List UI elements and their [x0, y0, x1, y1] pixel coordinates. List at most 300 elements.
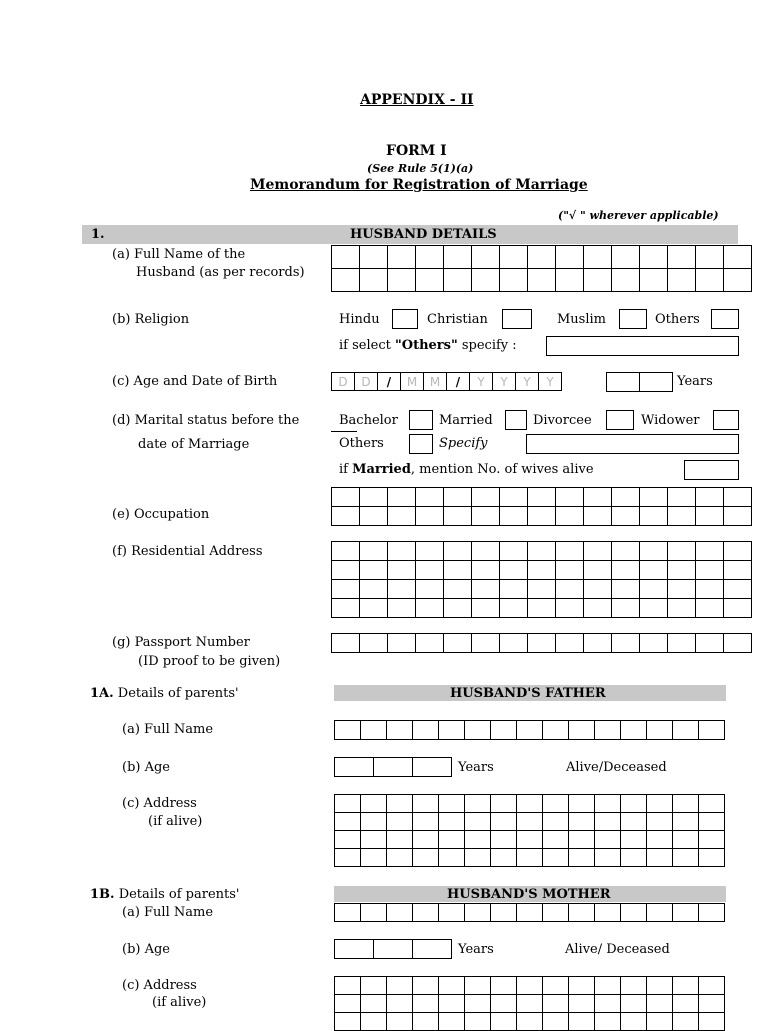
char-box[interactable] [569, 1013, 595, 1031]
char-box[interactable] [724, 580, 752, 599]
char-box[interactable] [696, 599, 724, 618]
char-box[interactable] [444, 488, 472, 507]
char-box[interactable] [673, 849, 699, 867]
char-box[interactable] [332, 599, 360, 618]
char-box[interactable] [361, 795, 387, 813]
char-box[interactable] [500, 599, 528, 618]
char-box[interactable] [361, 995, 387, 1013]
char-box[interactable] [595, 813, 621, 831]
char-box[interactable] [528, 246, 556, 269]
char-box[interactable] [472, 246, 500, 269]
char-box[interactable] [517, 995, 543, 1013]
char-box[interactable] [595, 1013, 621, 1031]
char-box[interactable] [584, 561, 612, 580]
char-box[interactable] [374, 758, 413, 777]
char-box[interactable] [584, 542, 612, 561]
char-box[interactable] [335, 758, 374, 777]
char-box[interactable] [724, 488, 752, 507]
char-box[interactable] [416, 542, 444, 561]
char-box[interactable] [491, 849, 517, 867]
char-box[interactable] [699, 831, 725, 849]
char-box[interactable] [491, 831, 517, 849]
dob-cell[interactable]: Y [539, 373, 562, 391]
char-box[interactable] [647, 795, 673, 813]
char-box[interactable] [388, 246, 416, 269]
char-box[interactable] [332, 269, 360, 292]
char-box[interactable] [569, 977, 595, 995]
char-box[interactable] [612, 246, 640, 269]
char-box[interactable] [543, 977, 569, 995]
char-box[interactable] [699, 721, 725, 740]
char-box[interactable] [387, 795, 413, 813]
char-box[interactable] [491, 795, 517, 813]
char-box[interactable] [388, 269, 416, 292]
char-box[interactable] [640, 542, 668, 561]
char-box[interactable] [607, 373, 640, 392]
char-box[interactable] [673, 904, 699, 922]
char-box[interactable] [543, 995, 569, 1013]
dob-grid[interactable] [331, 372, 562, 391]
char-box[interactable] [612, 488, 640, 507]
char-box[interactable] [668, 269, 696, 292]
char-box[interactable] [724, 507, 752, 526]
char-box[interactable] [491, 1013, 517, 1031]
char-box[interactable] [517, 831, 543, 849]
char-box[interactable] [465, 795, 491, 813]
char-box[interactable] [374, 940, 413, 959]
char-box[interactable] [416, 269, 444, 292]
religion-christian-checkbox[interactable] [502, 309, 532, 329]
char-box[interactable] [439, 795, 465, 813]
char-box[interactable] [416, 507, 444, 526]
char-box[interactable] [640, 507, 668, 526]
marital-others-checkbox[interactable] [409, 434, 433, 454]
char-box[interactable] [465, 849, 491, 867]
char-box[interactable] [413, 813, 439, 831]
char-box[interactable] [472, 542, 500, 561]
char-box[interactable] [387, 831, 413, 849]
char-box[interactable] [699, 849, 725, 867]
char-box[interactable] [543, 831, 569, 849]
char-box[interactable] [668, 599, 696, 618]
char-box[interactable] [335, 795, 361, 813]
char-box[interactable] [640, 246, 668, 269]
char-box[interactable] [465, 977, 491, 995]
char-box[interactable] [444, 269, 472, 292]
char-box[interactable] [621, 813, 647, 831]
char-box[interactable] [528, 561, 556, 580]
char-box[interactable] [332, 561, 360, 580]
char-box[interactable] [335, 721, 361, 740]
char-box[interactable] [595, 721, 621, 740]
religion-others-specify-field[interactable] [546, 336, 739, 356]
char-box[interactable] [332, 580, 360, 599]
char-box[interactable] [612, 507, 640, 526]
char-box[interactable] [647, 849, 673, 867]
char-box[interactable] [335, 831, 361, 849]
mother-address-grid[interactable] [334, 976, 725, 1031]
char-box[interactable] [439, 977, 465, 995]
char-box[interactable] [668, 488, 696, 507]
char-box[interactable] [360, 599, 388, 618]
char-box[interactable] [543, 813, 569, 831]
char-box[interactable] [388, 580, 416, 599]
wives-alive-field[interactable] [684, 460, 739, 480]
char-box[interactable] [724, 561, 752, 580]
char-box[interactable] [360, 542, 388, 561]
marital-specify-field[interactable] [526, 434, 739, 454]
char-box[interactable] [595, 995, 621, 1013]
char-box[interactable] [332, 246, 360, 269]
char-box[interactable] [500, 269, 528, 292]
marital-married-checkbox[interactable] [505, 410, 527, 430]
char-box[interactable] [647, 904, 673, 922]
char-box[interactable] [584, 488, 612, 507]
char-box[interactable] [647, 977, 673, 995]
char-box[interactable] [612, 599, 640, 618]
char-box[interactable] [543, 904, 569, 922]
char-box[interactable] [556, 561, 584, 580]
char-box[interactable] [500, 580, 528, 599]
char-box[interactable] [465, 1013, 491, 1031]
char-box[interactable] [361, 977, 387, 995]
char-box[interactable] [491, 904, 517, 922]
char-box[interactable] [472, 634, 500, 653]
char-box[interactable] [332, 634, 360, 653]
char-box[interactable] [673, 795, 699, 813]
char-box[interactable] [556, 634, 584, 653]
father-name-grid[interactable] [334, 720, 725, 740]
char-box[interactable] [556, 599, 584, 618]
char-box[interactable] [416, 561, 444, 580]
char-box[interactable] [439, 831, 465, 849]
char-box[interactable] [465, 904, 491, 922]
char-box[interactable] [416, 488, 444, 507]
char-box[interactable] [361, 813, 387, 831]
char-box[interactable] [332, 542, 360, 561]
char-box[interactable] [699, 995, 725, 1013]
char-box[interactable] [584, 246, 612, 269]
char-box[interactable] [556, 542, 584, 561]
char-box[interactable] [387, 995, 413, 1013]
char-box[interactable] [724, 246, 752, 269]
char-box[interactable] [500, 488, 528, 507]
char-box[interactable] [696, 269, 724, 292]
char-box[interactable] [724, 542, 752, 561]
char-box[interactable] [595, 831, 621, 849]
char-box[interactable] [439, 813, 465, 831]
char-box[interactable] [472, 507, 500, 526]
char-box[interactable] [528, 580, 556, 599]
char-box[interactable] [543, 1013, 569, 1031]
char-box[interactable] [444, 580, 472, 599]
char-box[interactable] [640, 580, 668, 599]
char-box[interactable] [668, 507, 696, 526]
char-box[interactable] [696, 542, 724, 561]
char-box[interactable] [332, 488, 360, 507]
char-box[interactable] [360, 634, 388, 653]
char-box[interactable] [528, 599, 556, 618]
dob-cell[interactable]: D [332, 373, 355, 391]
char-box[interactable] [439, 995, 465, 1013]
char-box[interactable] [621, 795, 647, 813]
char-box[interactable] [640, 488, 668, 507]
char-box[interactable] [472, 580, 500, 599]
char-box[interactable] [640, 373, 673, 392]
char-box[interactable] [388, 599, 416, 618]
char-box[interactable] [500, 507, 528, 526]
char-box[interactable] [640, 599, 668, 618]
char-box[interactable] [335, 940, 374, 959]
char-box[interactable] [517, 977, 543, 995]
char-box[interactable] [500, 634, 528, 653]
char-box[interactable] [517, 1013, 543, 1031]
char-box[interactable] [699, 1013, 725, 1031]
dob-cell[interactable]: Y [470, 373, 493, 391]
char-box[interactable] [413, 758, 452, 777]
char-box[interactable] [584, 507, 612, 526]
char-box[interactable] [724, 599, 752, 618]
char-box[interactable] [528, 634, 556, 653]
char-box[interactable] [556, 507, 584, 526]
char-box[interactable] [696, 507, 724, 526]
char-box[interactable] [465, 831, 491, 849]
char-box[interactable] [621, 831, 647, 849]
char-box[interactable] [724, 269, 752, 292]
passport-grid[interactable] [331, 633, 752, 653]
char-box[interactable] [491, 995, 517, 1013]
char-box[interactable] [465, 721, 491, 740]
char-box[interactable] [413, 977, 439, 995]
char-box[interactable] [569, 721, 595, 740]
char-box[interactable] [387, 813, 413, 831]
char-box[interactable] [361, 1013, 387, 1031]
char-box[interactable] [413, 904, 439, 922]
char-box[interactable] [360, 561, 388, 580]
char-box[interactable] [439, 849, 465, 867]
char-box[interactable] [335, 813, 361, 831]
char-box[interactable] [416, 580, 444, 599]
char-box[interactable] [413, 1013, 439, 1031]
char-box[interactable] [388, 507, 416, 526]
father-address-grid[interactable] [334, 794, 725, 867]
char-box[interactable] [696, 580, 724, 599]
char-box[interactable] [444, 507, 472, 526]
age-grid[interactable] [606, 372, 673, 392]
char-box[interactable] [696, 488, 724, 507]
char-box[interactable] [668, 580, 696, 599]
char-box[interactable] [612, 269, 640, 292]
char-box[interactable] [612, 561, 640, 580]
char-box[interactable] [465, 813, 491, 831]
char-box[interactable] [416, 246, 444, 269]
char-box[interactable] [413, 849, 439, 867]
char-box[interactable] [556, 269, 584, 292]
char-box[interactable] [517, 849, 543, 867]
char-box[interactable] [699, 977, 725, 995]
char-box[interactable] [621, 995, 647, 1013]
char-box[interactable] [556, 488, 584, 507]
char-box[interactable] [444, 542, 472, 561]
char-box[interactable] [491, 977, 517, 995]
char-box[interactable] [500, 561, 528, 580]
char-box[interactable] [569, 904, 595, 922]
char-box[interactable] [500, 246, 528, 269]
religion-muslim-checkbox[interactable] [619, 309, 647, 329]
char-box[interactable] [388, 542, 416, 561]
mother-age-grid[interactable] [334, 939, 452, 959]
mother-name-grid[interactable] [334, 903, 725, 922]
char-box[interactable] [556, 580, 584, 599]
char-box[interactable] [668, 246, 696, 269]
dob-cell[interactable]: M [424, 373, 447, 391]
char-box[interactable] [543, 721, 569, 740]
char-box[interactable] [569, 813, 595, 831]
marital-bachelor-checkbox[interactable] [409, 410, 433, 430]
char-box[interactable] [332, 507, 360, 526]
char-box[interactable] [360, 488, 388, 507]
char-box[interactable] [491, 813, 517, 831]
char-box[interactable] [556, 246, 584, 269]
char-box[interactable] [361, 721, 387, 740]
char-box[interactable] [335, 904, 361, 922]
char-box[interactable] [584, 580, 612, 599]
char-box[interactable] [647, 831, 673, 849]
religion-others-checkbox[interactable] [711, 309, 739, 329]
dob-cell[interactable]: Y [516, 373, 539, 391]
char-box[interactable] [361, 904, 387, 922]
char-box[interactable] [569, 831, 595, 849]
char-box[interactable] [528, 488, 556, 507]
char-box[interactable] [612, 634, 640, 653]
char-box[interactable] [335, 849, 361, 867]
char-box[interactable] [621, 849, 647, 867]
char-box[interactable] [360, 269, 388, 292]
char-box[interactable] [491, 721, 517, 740]
char-box[interactable] [388, 634, 416, 653]
char-box[interactable] [361, 831, 387, 849]
char-box[interactable] [335, 995, 361, 1013]
char-box[interactable] [528, 507, 556, 526]
char-box[interactable] [335, 977, 361, 995]
occupation-grid[interactable] [331, 487, 752, 526]
char-box[interactable] [699, 813, 725, 831]
char-box[interactable] [584, 634, 612, 653]
char-box[interactable] [640, 561, 668, 580]
char-box[interactable] [612, 542, 640, 561]
char-box[interactable] [472, 488, 500, 507]
dob-cell[interactable]: D [355, 373, 378, 391]
char-box[interactable] [517, 721, 543, 740]
char-box[interactable] [724, 634, 752, 653]
char-box[interactable] [413, 995, 439, 1013]
husband-name-grid[interactable] [331, 245, 752, 292]
char-box[interactable] [444, 599, 472, 618]
char-box[interactable] [696, 634, 724, 653]
char-box[interactable] [595, 795, 621, 813]
char-box[interactable] [621, 1013, 647, 1031]
char-box[interactable] [413, 940, 452, 959]
char-box[interactable] [360, 507, 388, 526]
char-box[interactable] [413, 721, 439, 740]
char-box[interactable] [673, 721, 699, 740]
char-box[interactable] [416, 634, 444, 653]
char-box[interactable] [647, 721, 673, 740]
char-box[interactable] [387, 849, 413, 867]
char-box[interactable] [360, 246, 388, 269]
char-box[interactable] [517, 813, 543, 831]
char-box[interactable] [387, 904, 413, 922]
char-box[interactable] [595, 904, 621, 922]
char-box[interactable] [584, 269, 612, 292]
char-box[interactable] [444, 561, 472, 580]
char-box[interactable] [673, 1013, 699, 1031]
char-box[interactable] [584, 599, 612, 618]
char-box[interactable] [621, 904, 647, 922]
char-box[interactable] [696, 246, 724, 269]
char-box[interactable] [387, 1013, 413, 1031]
char-box[interactable] [699, 904, 725, 922]
char-box[interactable] [472, 269, 500, 292]
char-box[interactable] [416, 599, 444, 618]
char-box[interactable] [444, 634, 472, 653]
char-box[interactable] [361, 849, 387, 867]
religion-hindu-checkbox[interactable] [392, 309, 418, 329]
char-box[interactable] [595, 849, 621, 867]
char-box[interactable] [413, 795, 439, 813]
char-box[interactable] [543, 795, 569, 813]
char-box[interactable] [543, 849, 569, 867]
char-box[interactable] [413, 831, 439, 849]
char-box[interactable] [387, 977, 413, 995]
char-box[interactable] [472, 599, 500, 618]
char-box[interactable] [673, 813, 699, 831]
char-box[interactable] [595, 977, 621, 995]
char-box[interactable] [640, 269, 668, 292]
char-box[interactable] [640, 634, 668, 653]
char-box[interactable] [439, 721, 465, 740]
char-box[interactable] [528, 269, 556, 292]
char-box[interactable] [569, 795, 595, 813]
char-box[interactable] [387, 721, 413, 740]
dob-cell[interactable]: Y [493, 373, 516, 391]
char-box[interactable] [647, 995, 673, 1013]
char-box[interactable] [647, 813, 673, 831]
char-box[interactable] [517, 904, 543, 922]
char-box[interactable] [439, 1013, 465, 1031]
char-box[interactable] [500, 542, 528, 561]
char-box[interactable] [472, 561, 500, 580]
char-box[interactable] [569, 995, 595, 1013]
dob-cell[interactable]: M [401, 373, 424, 391]
char-box[interactable] [621, 977, 647, 995]
char-box[interactable] [647, 1013, 673, 1031]
char-box[interactable] [360, 580, 388, 599]
char-box[interactable] [696, 561, 724, 580]
char-box[interactable] [621, 721, 647, 740]
char-box[interactable] [668, 561, 696, 580]
char-box[interactable] [465, 995, 491, 1013]
char-box[interactable] [439, 904, 465, 922]
char-box[interactable] [673, 831, 699, 849]
char-box[interactable] [673, 995, 699, 1013]
marital-divorcee-checkbox[interactable] [606, 410, 634, 430]
char-box[interactable] [668, 634, 696, 653]
char-box[interactable] [673, 977, 699, 995]
marital-widower-checkbox[interactable] [713, 410, 739, 430]
char-box[interactable] [444, 246, 472, 269]
char-box[interactable] [335, 1013, 361, 1031]
